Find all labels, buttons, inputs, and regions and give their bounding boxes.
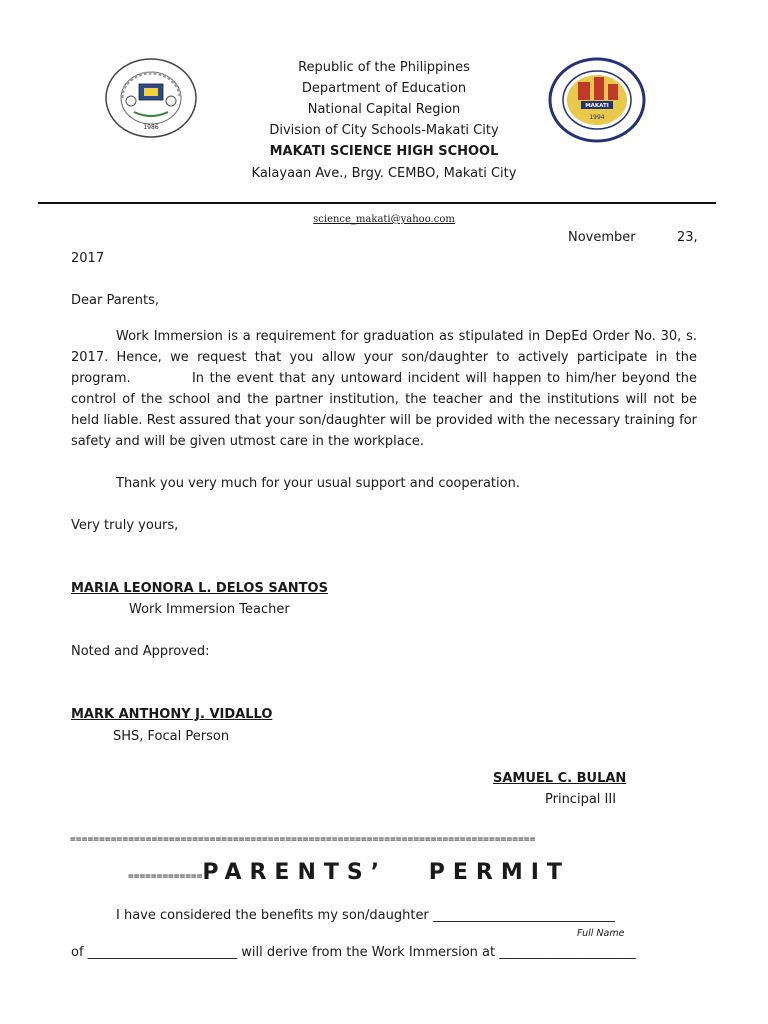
header-department: Department of Education <box>301 81 467 96</box>
body-paragraph-2: Thank you very much for your usual support and cooperation. <box>116 476 520 491</box>
salutation: Dear Parents, <box>71 293 159 308</box>
permit-line-1: I have considered the benefits my son/daughter ____________________________ <box>116 908 615 923</box>
permit-title: PARENTS’ PERMIT <box>202 860 570 885</box>
section-divider: ================================================================================ <box>70 834 536 845</box>
seal-right-year: 1994 <box>589 114 605 121</box>
teacher-name: MARIA LEONORA L. DELOS SANTOS <box>71 581 328 596</box>
noted-approved: Noted and Approved: <box>71 644 210 659</box>
header-republic: Republic of the Philippines <box>298 60 470 75</box>
permit-heading <box>128 860 570 885</box>
seal-left-year: 1986 <box>143 124 159 131</box>
school-email: science_makati@yahoo.com <box>313 214 455 225</box>
header-rule <box>38 202 716 204</box>
header-division: Division of City Schools-Makati City <box>269 123 499 138</box>
school-address: Kalayaan Ave., Brgy. CEMBO, Makati City <box>251 166 517 181</box>
principal-title: Principal III <box>545 792 617 807</box>
focal-person-title: SHS, Focal Person <box>113 729 230 744</box>
permit-prefix: ============= <box>128 871 203 882</box>
school-seal-logo <box>104 57 198 139</box>
date-month: November <box>568 230 636 245</box>
seal-right-city: MAKATI <box>585 103 609 109</box>
body-paragraph-1: Work Immersion is a requirement for graduation as stipulated in DepEd Order No. 30, s. 2017. Hence, we request that you allow your son/daughter to actively participate in the program. In the event that any untoward incident will happen to him/her beyond the control of the school and the partner institution, the teacher and the institutions will not be held liable. Rest assured that your son/daughter will be provided with the necessary training for safety and will be given utmost care in the workplace. <box>71 329 697 449</box>
teacher-title: Work Immersion Teacher <box>129 602 290 617</box>
principal-name: SAMUEL C. BULAN <box>493 771 627 786</box>
header-region: National Capital Region <box>307 102 461 117</box>
focal-person-name: MARK ANTHONY J. VIDALLO <box>71 707 273 722</box>
school-name: MAKATI SCIENCE HIGH SCHOOL <box>269 144 499 159</box>
closing: Very truly yours, <box>71 518 179 533</box>
date-day: 23, <box>677 230 698 245</box>
full-name-label: Full Name <box>577 928 625 939</box>
permit-line-2: of _______________________ will derive from the Work Immersion at _____________________ <box>71 945 636 960</box>
date-year: 2017 <box>71 251 105 266</box>
